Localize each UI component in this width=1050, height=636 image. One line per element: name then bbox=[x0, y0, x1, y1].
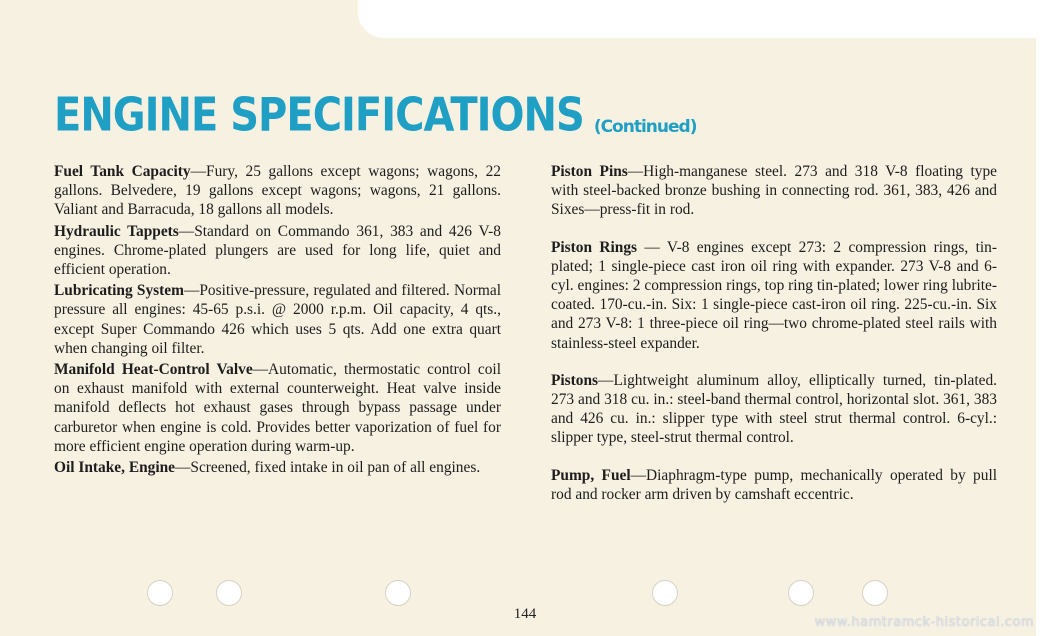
spec-term: Hydraulic Tappets bbox=[54, 222, 179, 240]
spec-text: —High-manganese steel. 273 and 318 V-8 floating type with steel-backed bronze bushing in connecting rod. 361, 383, 426 and Sixes—press-fit in rod. bbox=[551, 163, 997, 219]
spec-text: —Diaphragm-type pump, mechanically operated by pull rod and rocker arm driven by camshaft eccentric. bbox=[551, 466, 998, 503]
page-edge bbox=[1036, 0, 1050, 636]
punch-hole bbox=[788, 580, 814, 606]
spec-term: Pistons bbox=[551, 371, 599, 389]
spec-term: Oil Intake, Engine bbox=[54, 459, 176, 477]
page-number: 144 bbox=[513, 606, 537, 622]
spec-term: Manifold Heat-Control Valve bbox=[54, 361, 253, 379]
spec-text: —Standard on Commando 361, 383 and 426 V-8 engines. Chrome-plated plungers are used for long life, quiet and efficient operation. bbox=[54, 222, 501, 279]
punch-hole bbox=[652, 580, 678, 606]
spec-oil-intake-engine bbox=[54, 458, 501, 477]
spec-text: —Fury, 25 gallons except wagons; wagons, 22 gallons. Belvedere, 19 gallons except wagons; wagons, 21 gallons. Valiant and Barracuda, 18 gallons all models. bbox=[54, 163, 501, 219]
right-column bbox=[551, 162, 997, 522]
spec-text: — V-8 engines except 273: 2 compression rings, tin-plated; 1 single-piece cast iron oil ring with expander. 273 V-8 and 6-cyl. engines: 2 compression rings, top ring tin-plated; lower ring lubrite-coated. 170-cu.-in. Six: 1 single-piece cast-iron oil ring. 225-cu.-in. Six and 273 V-8: 1 three-piece oil ring—two chrome-plated steel rails with stainless-steel expander. bbox=[551, 238, 997, 352]
spec-lubricating-system bbox=[54, 281, 501, 358]
punch-hole bbox=[862, 580, 888, 606]
spec-term: Pump, Fuel bbox=[551, 466, 631, 484]
spec-text: —Lightweight aluminum alloy, elliptically turned, tin-plated. 273 and 318 cu. in.: steel-band thermal control, horizontal slot. 361, 383 and 426 cu. in.: slipper type with steel strut thermal control. 6-cyl.: slipper type, steel-strut thermal control. bbox=[551, 371, 997, 447]
spec-term: Lubricating System bbox=[54, 282, 184, 300]
spec-term: Piston Rings bbox=[551, 238, 638, 256]
spec-text: —Positive-pressure, regulated and filtered. Normal pressure all engines: 45-65 p.s.i. @ 2000 r.p.m. Oil capacity, 4 qts., except Super Commando 426 which uses 5 qts. Add one extra quart when changing oil filter. bbox=[54, 282, 501, 357]
spec-piston-rings bbox=[551, 238, 997, 353]
spec-term: Piston Pins bbox=[551, 163, 628, 180]
spec-text: —Screened, fixed intake in oil pan of all engines. bbox=[175, 459, 481, 477]
punch-hole bbox=[385, 580, 411, 606]
spec-manifold-heat-control-valve bbox=[54, 360, 501, 456]
watermark: www.hamtramck-historical.com bbox=[814, 615, 1034, 630]
spec-term: Fuel Tank Capacity bbox=[54, 163, 191, 180]
spec-fuel-tank-capacity bbox=[54, 162, 501, 220]
spec-hydraulic-tappets bbox=[54, 222, 501, 280]
spec-pump-fuel bbox=[551, 466, 997, 504]
left-column bbox=[54, 162, 501, 479]
punch-hole bbox=[216, 580, 242, 606]
page-title-sub: (Continued) bbox=[593, 117, 697, 137]
spec-pistons bbox=[551, 371, 997, 448]
punch-hole bbox=[147, 580, 173, 606]
page-title bbox=[54, 89, 697, 142]
page-title-main: ENGINE SPECIFICATIONS bbox=[54, 89, 584, 142]
index-tab-notch bbox=[358, 0, 1050, 38]
spec-piston-pins bbox=[551, 162, 997, 220]
spec-text: —Automatic, thermostatic control coil on exhaust manifold with external counterweight. Heat valve inside manifold deflects hot exhaust gases through bypass passage under carburetor when engine is cold. Provides better vaporization of fuel for more efficient engine operation during warm-up. bbox=[54, 361, 501, 455]
